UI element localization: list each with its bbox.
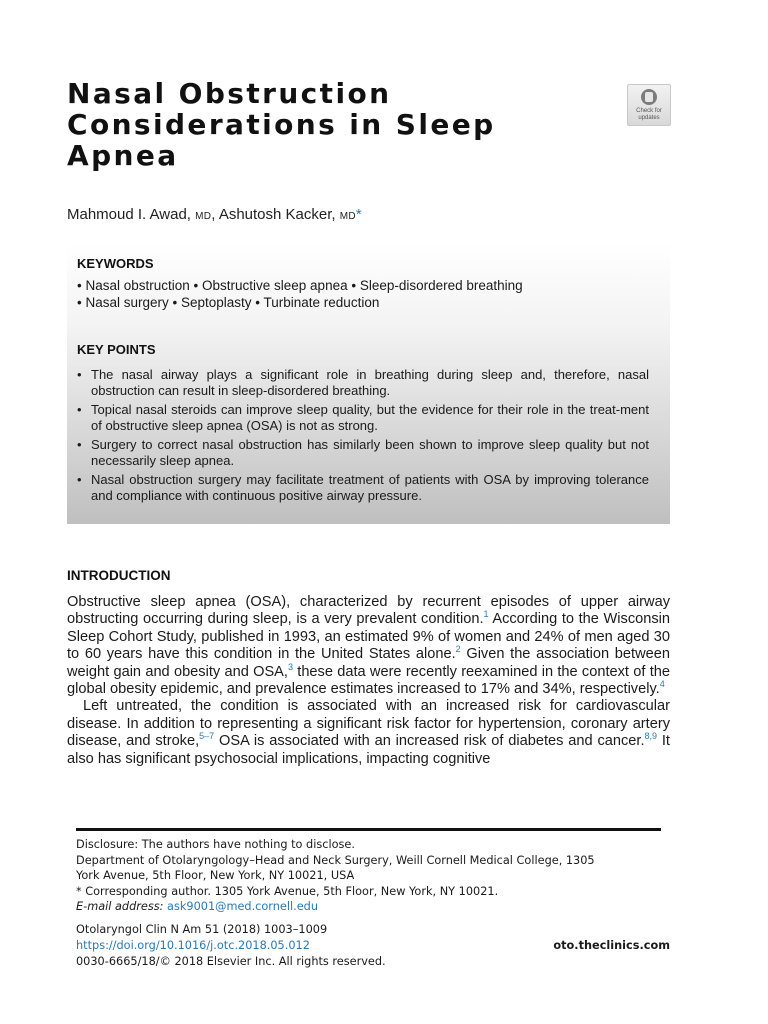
reference-link[interactable]: 2 [455, 644, 461, 655]
keywords-heading: KEYWORDS [77, 256, 154, 271]
article-title [67, 78, 587, 171]
check-for-updates-badge[interactable] [627, 84, 671, 126]
journal-info [76, 922, 670, 970]
reference-link[interactable]: 1 [483, 609, 489, 620]
disclosure-note: Disclosure: The authors have nothing to disclose. [76, 838, 355, 851]
journal-citation: Otolaryngol Clin N Am 51 (2018) 1003–1009 [76, 923, 328, 936]
author-degree: MD [339, 211, 356, 222]
keywords-keypoints-box [67, 243, 670, 524]
key-point-item: • Surgery to correct nasal obstruction has similarly been shown to improve sleep quality but not necessarily sleep apnea. [77, 437, 649, 468]
paragraph: Left untreated, the condition is associated with an increased risk for cardiovascular disease. In addition to representing a significant risk factor for hypertension, coronary artery disease, and stroke,$^{5-7}$ OSA is associated with an increased risk of diabetes and cancer.$^{8,9}$ It also has significant psychosocial implications, impacting cognitive [67, 698, 670, 767]
key-points-list [77, 367, 649, 507]
badge-label: Check for updates [636, 108, 662, 121]
reference-link[interactable]: 5–7 [199, 731, 215, 742]
bullet: • [77, 402, 82, 417]
key-points-heading: KEY POINTS [77, 342, 156, 357]
paragraph: Obstructive sleep apnea (OSA), characterized by recurrent episodes of upper airway obstructing occurring during sleep, is a very prevalent condition.$^1$ According to the Wisconsin Sleep Cohort Study, published in 1993, an estimated 9% of women and 24% of men aged 30 to 60 years have this condition in the United States alone.$^2$ Given the association between weight gain and obesity and OSA,$^3$ these data were recently reexamined in the context of the global obesity epidemic, and prevalence estimates increased to 17% and 34%, respectively.$^4$ [67, 594, 671, 698]
reference-link[interactable]: 4 [659, 679, 665, 690]
author-list [67, 206, 362, 223]
affiliation-line: York Avenue, 5th Floor, New York, NY 10021, USA [76, 869, 355, 882]
corresponding-author-link[interactable]: * [355, 206, 362, 223]
key-point-item: • Nasal obstruction surgery may facilitate treatment of patients with OSA by improving tolerance and compliance with continuous positive airway pressure. [77, 472, 649, 503]
keywords-line: • Nasal obstruction • Obstructive sleep apnea • Sleep-disordered breathing [77, 278, 523, 293]
copyright-line: 0030-6665/18/© 2018 Elsevier Inc. All rights reserved. [76, 955, 386, 968]
bullet: • [77, 437, 82, 452]
doi-link[interactable]: https://doi.org/10.1016/j.otc.2018.05.012 [76, 939, 310, 952]
author-name: Ashutosh Kacker, [218, 206, 336, 223]
introduction-body [67, 594, 670, 768]
author-name: Mahmoud I. Awad, [67, 206, 191, 223]
affiliation-line: Department of Otolaryngology–Head and Neck Surgery, Weill Cornell Medical College, 1305 [76, 853, 595, 867]
title-line: Apnea [67, 139, 179, 172]
key-point-item: • Topical nasal steroids can improve sleep quality, but the evidence for their role in the treat-ment of obstructive sleep apnea (OSA) is not as strong. [77, 402, 649, 433]
bookmark-icon [641, 89, 657, 105]
author-separator: , [211, 206, 216, 223]
email-label: E-mail address: [76, 900, 164, 913]
title-line: Nasal Obstruction [67, 77, 392, 110]
key-point-item: • The nasal airway plays a significant role in breathing during sleep and, therefore, nasal obstruction can result in sleep-disordered breathing. [77, 367, 649, 398]
bullet: • [77, 472, 82, 487]
reference-link[interactable]: 3 [287, 661, 293, 672]
introduction-heading: INTRODUCTION [67, 568, 171, 583]
keywords-line: • Nasal surgery • Septoplasty • Turbinate reduction [77, 295, 380, 310]
journal-site-link[interactable]: oto.theclinics.com [553, 939, 670, 952]
author-degree: MD [195, 211, 212, 222]
footnote-divider [76, 828, 661, 831]
email-line [76, 899, 666, 915]
footnotes [76, 837, 666, 915]
reference-link[interactable]: 8,9 [644, 731, 658, 742]
corresponding-author-note: * Corresponding author. 1305 York Avenue, 5th Floor, New York, NY 10021. [76, 884, 499, 898]
title-line: Considerations in Sleep [67, 108, 496, 141]
bullet: • [77, 367, 82, 382]
email-link[interactable]: ask9001@med.cornell.edu [167, 900, 318, 913]
